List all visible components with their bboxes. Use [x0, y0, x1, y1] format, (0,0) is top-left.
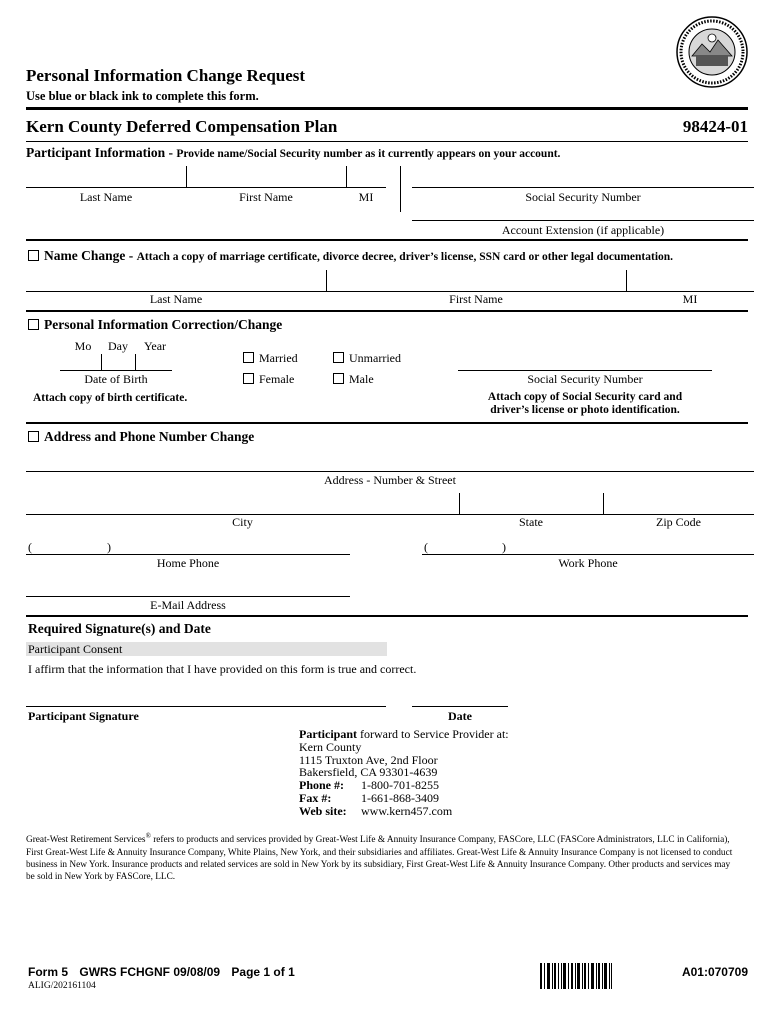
ssn-note-line2: driver’s license or photo identification. [490, 404, 680, 416]
forward-line [299, 728, 509, 741]
address-field[interactable] [26, 471, 754, 472]
email-field[interactable] [26, 596, 350, 597]
web-value[interactable]: www.kern457.com [361, 803, 453, 818]
disclaimer-reg-mark: ® [145, 832, 151, 840]
section-rule [26, 615, 748, 617]
state-label: State [519, 515, 543, 529]
account-extension-field[interactable] [412, 220, 754, 221]
divider [346, 166, 347, 187]
mo-label: Mo [74, 339, 92, 353]
forward-org: Kern County [299, 739, 362, 754]
forward-block [299, 728, 509, 818]
male-checkbox[interactable] [333, 373, 344, 384]
plan-name: Kern County Deferred Compensation Plan [26, 117, 338, 136]
married-option[interactable] [243, 351, 298, 366]
name-change-header [28, 247, 673, 265]
personal-correction-checkbox[interactable] [28, 319, 39, 330]
ink-instruction: Use blue or black ink to complete this form. [26, 89, 259, 103]
home-phone-label: Home Phone [156, 556, 220, 570]
divider [603, 493, 604, 514]
participant-consent-label: Participant Consent [28, 642, 123, 656]
forward-city: Bakersfield, CA 93301-4639 [299, 765, 438, 780]
participant-signature-field[interactable] [26, 706, 386, 707]
female-label: Female [259, 372, 295, 386]
forward-participant: Participant [299, 727, 357, 741]
married-label: Married [259, 351, 298, 365]
unmarried-label: Unmarried [349, 351, 401, 365]
forward-web [299, 805, 509, 818]
name-change-checkbox[interactable] [28, 250, 39, 261]
footer-alig: ALIG/202161104 [28, 981, 96, 991]
home-phone-field[interactable] [26, 554, 350, 555]
address-label: Address - Number & Street [324, 473, 456, 487]
plan-number: 98424-01 [682, 117, 748, 136]
personal-correction-header [28, 316, 282, 334]
divider [101, 354, 102, 370]
new-last-name-label: Last Name [149, 292, 203, 306]
female-checkbox[interactable] [243, 373, 254, 384]
web-label: Web site: [299, 803, 347, 818]
home-phone-area-close: ) [107, 540, 111, 554]
forward-street: 1115 Truxton Ave, 2nd Floor [299, 752, 438, 767]
participant-info-header [26, 145, 560, 161]
mi-label: MI [358, 190, 374, 204]
work-phone-field[interactable] [422, 554, 754, 555]
signature-date-field[interactable] [412, 706, 508, 707]
email-label: E-Mail Address [150, 598, 226, 612]
account-extension-label: Account Extension (if applicable) [501, 223, 665, 237]
work-phone-label: Work Phone [558, 556, 618, 570]
day-label: Day [108, 339, 128, 353]
work-phone-area-close: ) [502, 540, 506, 554]
first-name-label: First Name [239, 190, 293, 204]
name-change-instruction: Attach a copy of marriage certificate, divorce decree, driver’s license, SSN card or other legal documentation. [136, 251, 674, 263]
work-phone-area-open: ( [424, 540, 428, 554]
barcode-icon [540, 963, 612, 989]
address-change-heading: Address and Phone Number Change [44, 429, 255, 444]
unmarried-option[interactable] [333, 351, 401, 366]
footer-page: Page 1 of 1 [231, 965, 295, 979]
corrected-ssn-label: Social Security Number [527, 372, 643, 386]
last-name-label: Last Name [79, 190, 133, 204]
personal-correction-heading: Personal Information Correction/Change [44, 317, 283, 332]
footer-form-code: GWRS FCHGNF 09/08/09 [79, 965, 221, 979]
phone-label: Phone #: [299, 778, 344, 793]
address-change-checkbox[interactable] [28, 431, 39, 442]
section-rule [26, 310, 748, 312]
participant-signature-label: Participant Signature [28, 709, 139, 723]
married-checkbox[interactable] [243, 352, 254, 363]
fax-label: Fax #: [299, 790, 332, 805]
zip-label: Zip Code [656, 515, 701, 529]
corrected-ssn-field[interactable] [458, 370, 712, 371]
divider [400, 166, 401, 212]
form-title: Personal Information Change Request [26, 66, 306, 85]
female-option[interactable] [243, 372, 294, 387]
plan-rule [26, 141, 748, 142]
barcode-code: A01:070709 [681, 965, 748, 979]
male-label: Male [349, 372, 374, 386]
divider [135, 354, 136, 370]
disclaimer [26, 830, 738, 884]
affirm-text: I affirm that the information that I have provided on this form is true and correct. [28, 662, 417, 676]
fax-value: 1-661-868-3409 [361, 790, 439, 805]
county-seal-icon [676, 16, 748, 88]
participant-info-subheading: Provide name/Social Security number as it currently appears on your account. [176, 148, 561, 160]
divider [626, 270, 627, 291]
unmarried-checkbox[interactable] [333, 352, 344, 363]
new-first-name-label: First Name [449, 292, 503, 306]
footer-form-number: Form 5 [28, 965, 69, 979]
year-label: Year [143, 339, 167, 353]
participant-name-field[interactable] [26, 187, 386, 188]
participant-ssn-field[interactable] [412, 187, 754, 188]
divider [459, 493, 460, 514]
participant-info-heading: Participant Information - [26, 145, 177, 160]
signature-date-label: Date [448, 709, 472, 723]
birth-cert-note: Attach copy of birth certificate. [33, 392, 188, 404]
ssn-note-line1: Attach copy of Social Security card and [487, 391, 683, 403]
new-mi-label: MI [682, 292, 698, 306]
disclaimer-text: refers to products and services provided by Great-West Life & Annuity Insurance Company, FASCore, LLC (FASCore Administrators, LLC in California), First Great-West Life & Annuity Insurance Company, White Plains, New York, and their subsidiaries and affiliates. Great-West Life & Annuity Insurance Company is not licensed to conduct business in New York. Insurance products and related services are sold in New York by its subsidiary, First Great-West Life & Annuity Insurance Company. Other products and services may be sold in New York by FASCore, LLC. [26, 835, 733, 883]
phone-value: 1-800-701-8255 [361, 778, 439, 793]
footer-form-info [28, 965, 295, 979]
signature-heading: Required Signature(s) and Date [28, 621, 211, 636]
disclaimer-brand: Great-West Retirement Services [26, 835, 146, 846]
dob-label: Date of Birth [84, 372, 148, 386]
divider [326, 270, 327, 291]
ssn-label: Social Security Number [525, 190, 641, 204]
address-change-header [28, 428, 254, 446]
city-label: City [232, 515, 253, 529]
header-rule [26, 107, 748, 110]
section-rule [26, 422, 748, 424]
male-option[interactable] [333, 372, 374, 387]
dob-field[interactable] [60, 370, 172, 371]
divider [186, 166, 187, 187]
name-change-heading: Name Change - [44, 248, 137, 263]
forward-text: forward to Service Provider at: [357, 727, 509, 741]
section-rule [26, 239, 748, 241]
home-phone-area-open: ( [28, 540, 32, 554]
